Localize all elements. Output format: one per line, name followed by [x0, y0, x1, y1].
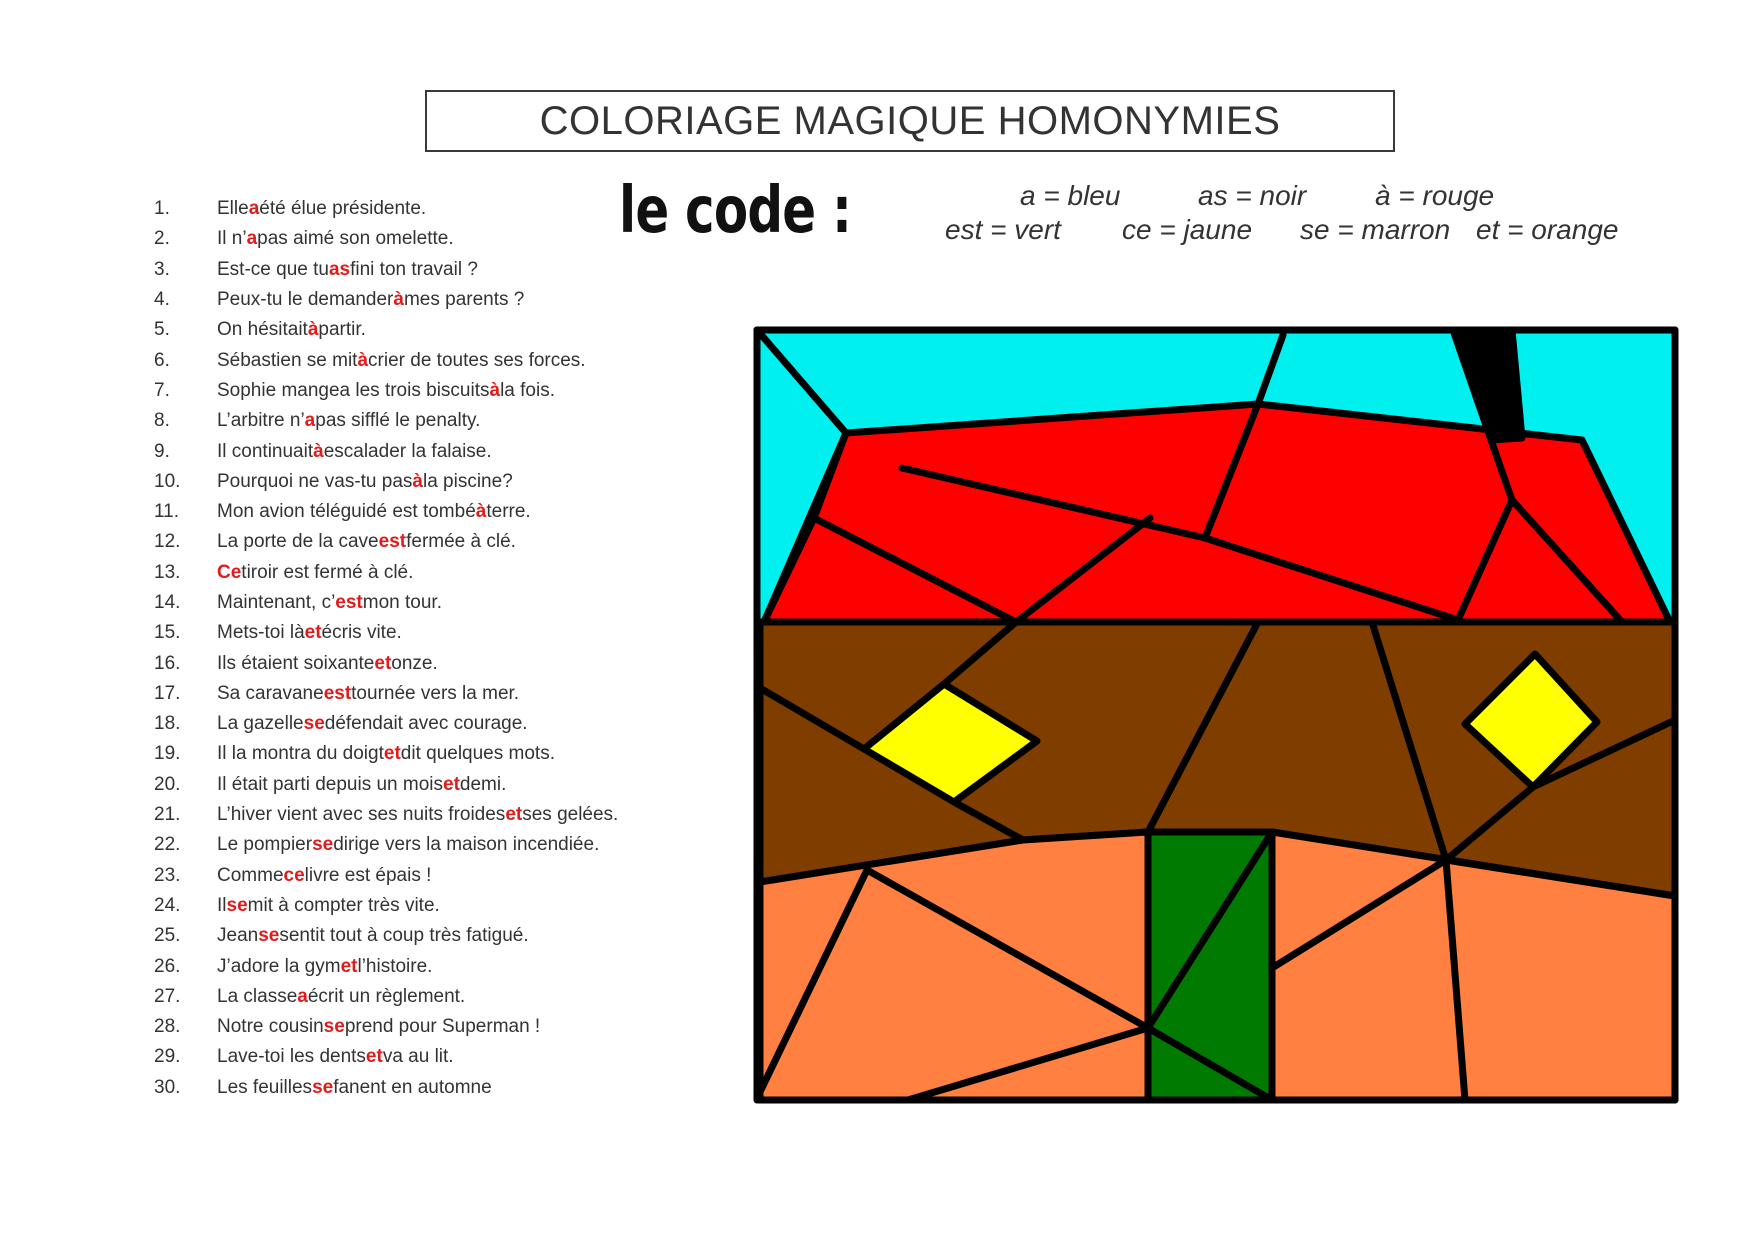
sentence: 19. Il la montra du doigt et dit quelques mots. [154, 743, 555, 765]
sentence: 18. La gazelle se défendait avec courage. [154, 713, 528, 735]
homonym-word: et [374, 652, 392, 674]
sentence: 23. Comme ce livre est épais ! [154, 864, 432, 886]
homonym-word: a [304, 410, 316, 432]
code-entry: se = marron [1300, 214, 1451, 245]
homonym-word: à [357, 349, 369, 371]
homonym-word: à [489, 379, 501, 401]
sentence: 20. Il était parti depuis un mois et demi. [154, 773, 507, 795]
sentence: 2. Il n’ a pas aimé son omelette. [154, 228, 454, 250]
code-entry: et = orange [1476, 214, 1619, 245]
sentence: 17. Sa caravane est tournée vers la mer. [154, 682, 520, 704]
sentence: 9. Il continuait à escalader la falaise. [154, 440, 492, 462]
homonym-word: et [340, 955, 358, 977]
code-entry: as = noir [1198, 180, 1307, 211]
homonym-word: est [378, 531, 407, 553]
homonym-word: est [335, 592, 363, 613]
page-title: COLORIAGE MAGIQUE HOMONYMIES [425, 90, 1395, 152]
homonym-word: se [303, 713, 325, 735]
sentence: 3. Est-ce que tu as fini ton travail ? [154, 258, 478, 280]
sentence: 5. On hésitait à partir. [154, 319, 366, 341]
door-area [1148, 832, 1272, 1100]
sentence: 21. L’hiver vient avec ses nuits froides et ses gelées. [154, 804, 619, 826]
homonym-word: se [258, 925, 280, 947]
sentence: 28. Notre cousin se prend pour Superman ! [154, 1016, 541, 1038]
code-entry: à = rouge [1375, 180, 1495, 211]
homonym-word: se [312, 1076, 334, 1098]
homonym-word: à [307, 319, 319, 341]
homonym-word: à [393, 289, 404, 311]
sentence: 7. Sophie mangea les trois biscuits à la fois. [154, 379, 555, 401]
homonym-word: se [323, 1016, 345, 1038]
sentence: 12. La porte de la cave est fermée à clé. [154, 531, 516, 553]
homonym-word: et [505, 804, 523, 826]
homonym-word: à [412, 470, 423, 492]
homonym-word: se [312, 834, 334, 856]
sentence: 15. Mets-toi là et écris vite. [154, 622, 402, 644]
homonym-word: Ce [217, 561, 242, 583]
sentence: 10. Pourquoi ne vas-tu pas à la piscine? [154, 470, 513, 492]
homonym-word: a [248, 198, 260, 220]
homonym-word: ce [283, 864, 305, 886]
sentence: 1. Elle a été élue présidente. [154, 198, 427, 220]
sentence: 11. Mon avion téléguidé est tombé à terre. [154, 501, 531, 523]
sentence: 13. Ce tiroir est fermé à clé. [154, 561, 414, 583]
sentence: 30. Les feuilles se fanent en automne [154, 1076, 492, 1098]
sentence: 14. Maintenant, c’ est mon tour. [154, 592, 442, 613]
sentence: 22. Le pompier se dirige vers la maison incendiée. [154, 834, 600, 856]
sentence: 26. J’adore la gym et l’histoire. [154, 955, 433, 977]
sentence: 29. Lave-toi les dents et va au lit. [154, 1046, 454, 1068]
sentence: 8. L’arbitre n’ a pas sifflé le penalty. [154, 410, 481, 432]
code-entry: a = bleu [1020, 180, 1121, 211]
code-entry: ce = jaune [1122, 214, 1253, 245]
homonym-word: as [328, 258, 351, 280]
sentence: 16. Ils étaient soixante et onze. [154, 652, 438, 674]
sentence: 6. Sébastien se mit à crier de toutes ses forces. [154, 349, 586, 371]
homonym-word: se [226, 894, 248, 916]
homonym-word: a [297, 985, 308, 1007]
sentence: 27. La classe a écrit un règlement. [154, 985, 466, 1007]
homonym-word: et [383, 743, 401, 765]
homonym-word: et [443, 773, 460, 795]
homonym-word: à [313, 440, 324, 462]
homonym-word: et [365, 1046, 383, 1068]
homonym-word: à [475, 501, 487, 523]
homonym-word: et [304, 622, 322, 644]
sentence: 25. Jean se sentit tout à coup très fatigué. [154, 925, 529, 947]
homonym-word: a [246, 228, 258, 250]
sentence: 4. Peux-tu le demander à mes parents ? [154, 289, 525, 311]
sentence: 24. Il se mit à compter très vite. [154, 894, 440, 916]
code-entry: est = vert [945, 214, 1061, 245]
code-title: le code : [619, 174, 852, 248]
homonym-word: est [323, 682, 352, 704]
